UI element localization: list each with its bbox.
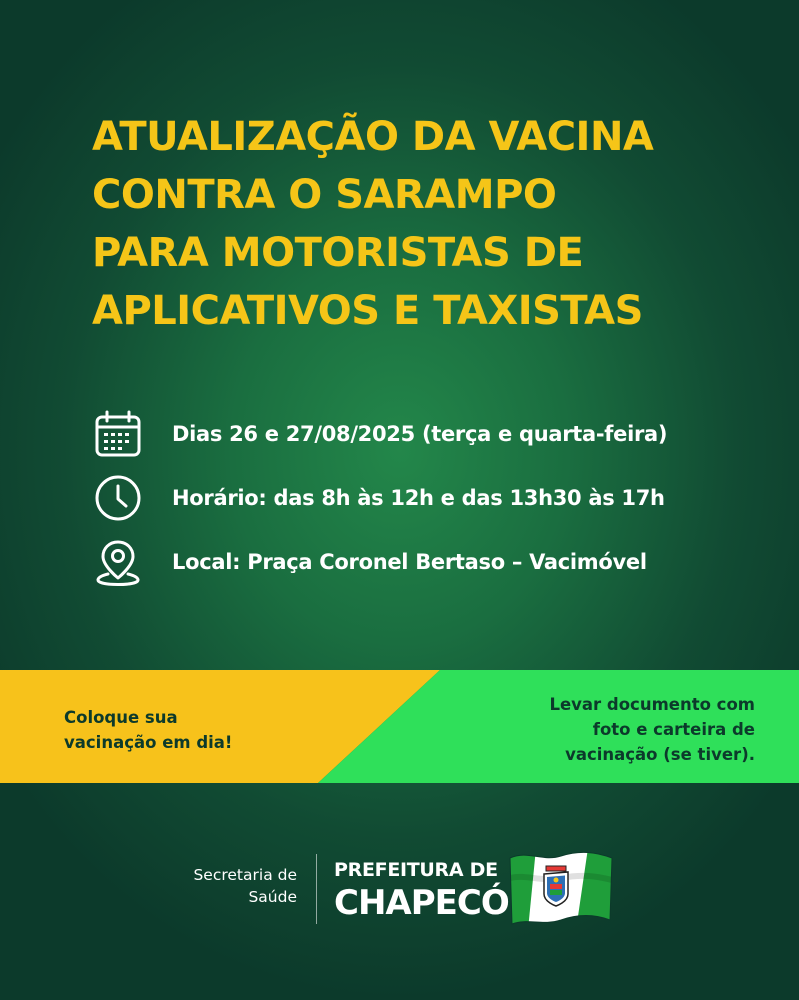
headline-line: ATUALIZAÇÃO DA VACINA <box>92 114 654 160</box>
reminder-line: vacinação em dia! <box>64 733 233 752</box>
documents-note <box>549 692 755 767</box>
note-line: foto e carteira de <box>592 720 755 739</box>
reminder-line: Coloque sua <box>64 708 178 727</box>
city-name: CHAPECÓ <box>334 883 509 923</box>
info-row-time <box>92 472 752 524</box>
prefeitura-logo-text <box>334 856 509 922</box>
info-row-date <box>92 408 752 460</box>
headline-line: CONTRA O SARAMPO <box>92 172 557 218</box>
calendar-icon <box>92 408 144 460</box>
secretaria-line: Secretaria de <box>193 866 297 884</box>
note-line: Levar documento com <box>549 695 755 714</box>
location-pin-icon <box>92 536 144 588</box>
headline-line: PARA MOTORISTAS DE <box>92 230 584 276</box>
headline <box>92 108 752 340</box>
place-text: Local: Praça Coronel Bertaso – Vacimóvel <box>172 550 647 574</box>
vaccination-reminder <box>64 705 232 755</box>
info-row-place <box>92 536 752 588</box>
chapeco-flag-icon <box>506 848 616 934</box>
secretaria-line: Saúde <box>248 888 297 906</box>
date-text: Dias 26 e 27/08/2025 (terça e quarta-feira) <box>172 422 668 446</box>
prefeitura-line: PREFEITURA DE <box>334 859 498 881</box>
headline-line: APLICATIVOS E TAXISTAS <box>92 288 643 334</box>
note-line: vacinação (se tiver). <box>565 745 755 764</box>
footer <box>0 840 799 940</box>
secretaria-saude-label <box>193 864 297 908</box>
reminder-band <box>0 670 799 783</box>
time-text: Horário: das 8h às 12h e das 13h30 às 17h <box>172 486 665 510</box>
clock-icon <box>92 472 144 524</box>
footer-divider <box>316 854 317 924</box>
